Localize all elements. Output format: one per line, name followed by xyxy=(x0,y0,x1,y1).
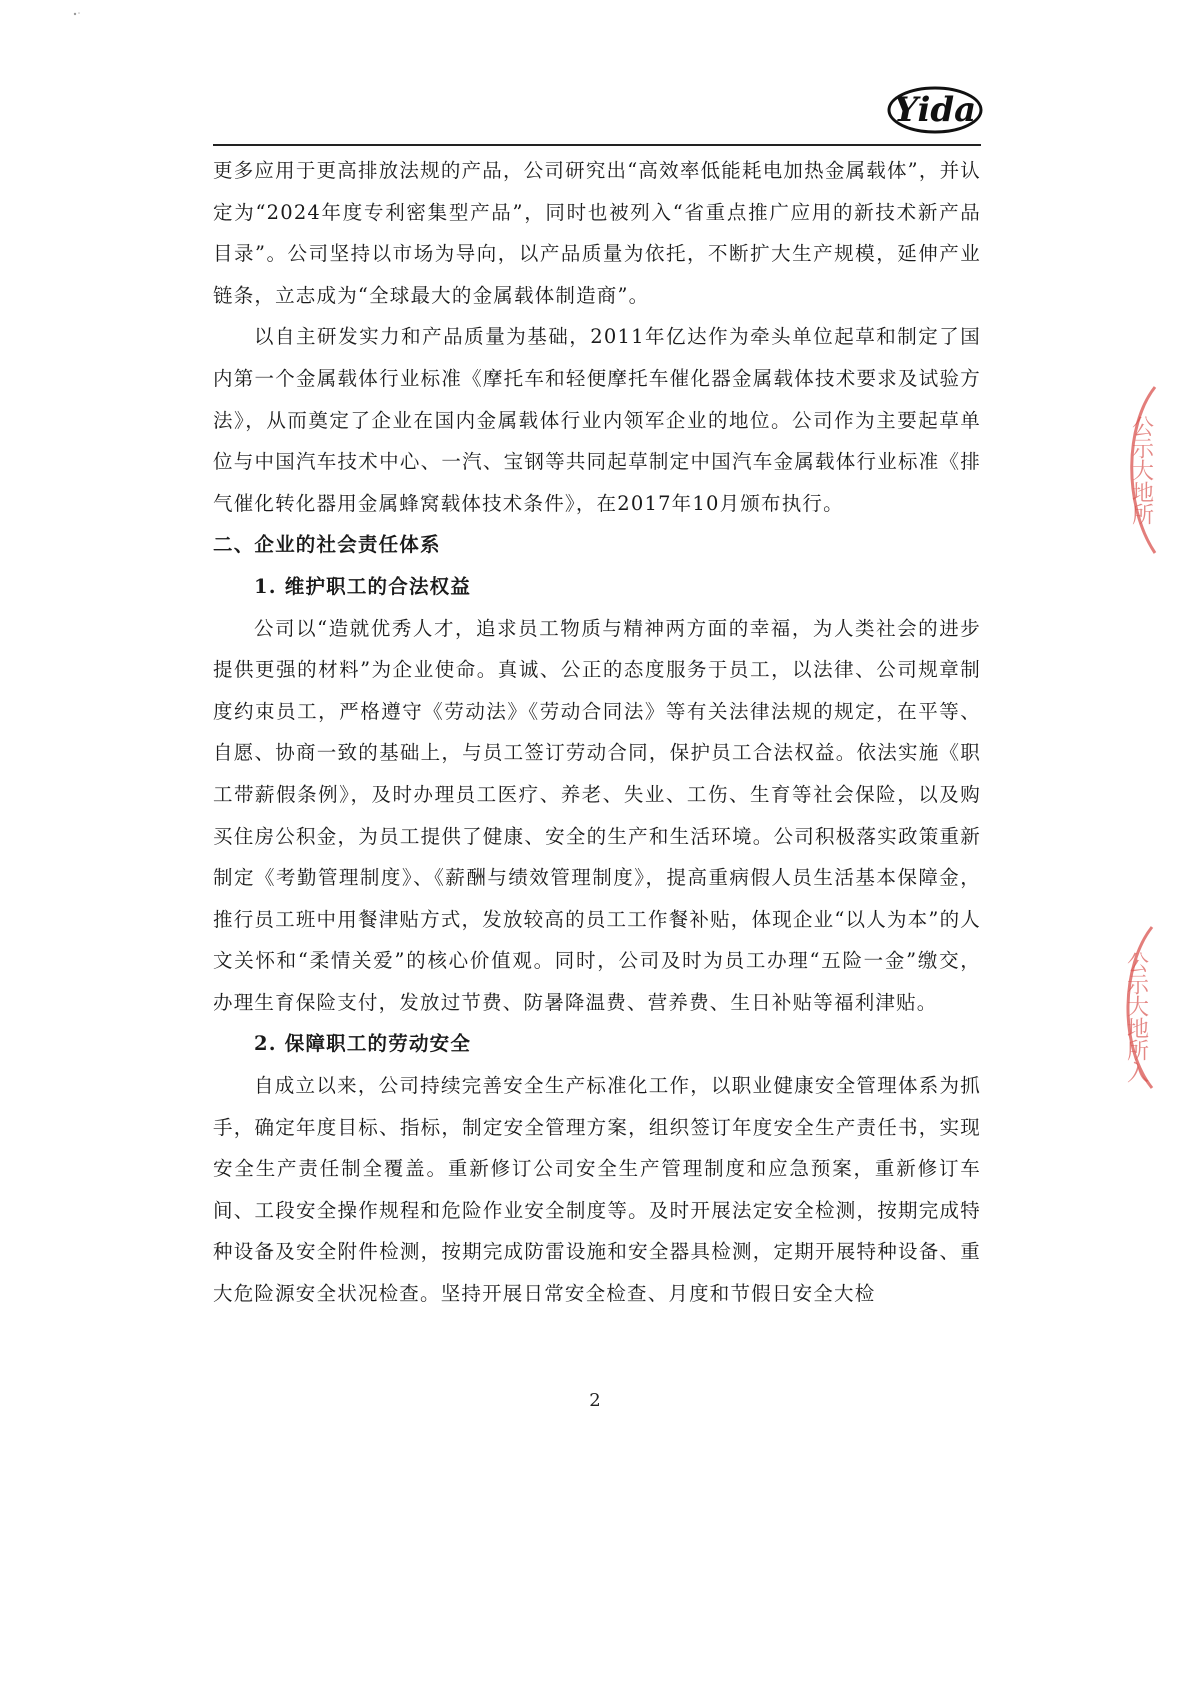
subsection-heading: 1. 维护职工的合法权益 xyxy=(254,574,472,598)
yida-logo xyxy=(885,80,985,140)
seal-stamp xyxy=(1115,385,1165,555)
page-number: 2 xyxy=(589,1390,601,1411)
scan-speck xyxy=(72,2,82,8)
subsection-heading: 2. 保障职工的劳动安全 xyxy=(254,1032,472,1056)
logo-text: Yida xyxy=(893,90,977,130)
svg-text:公示大地所入: 公示大地所入 xyxy=(1123,951,1149,1083)
svg-text:公示大地所: 公示大地所 xyxy=(1128,415,1154,525)
section-heading: 二、企业的社会责任体系 xyxy=(213,533,441,557)
paragraph: 更多应用于更高排放法规的产品，公司研究出“高效率低能耗电加热金属载体”，并认定为“2024年度专利密集型产品”，同时也被列入“省重点推广应用的新技术新产品目录”。公司坚持以市场为导向，以产品质量为依托，不断扩大生产规模，延伸产业链条，立志成为“全球最大的金属载体制造商”。 xyxy=(213,159,981,307)
document-body xyxy=(213,150,981,1315)
seal-stamp xyxy=(1108,925,1158,1090)
paragraph: 公司以“造就优秀人才，追求员工物质与精神两方面的幸福，为人类社会的进步提供更强的材料”为企业使命。真诚、公正的态度服务于员工，以法律、公司规章制度约束员工，严格遵守《劳动法》《劳动合同法》等有关法律法规的规定，在平等、自愿、协商一致的基础上，与员工签订劳动合同，保护员工合法权益。依法实施《职工带薪假条例》，及时办理员工医疗、养老、失业、工伤、生育等社会保险，以及购买住房公积金，为员工提供了健康、安全的生产和生活环境。公司积极落实政策重新制定《考勤管理制度》、《薪酬与绩效管理制度》，提高重病假人员生活基本保障金，推行员工班中用餐津贴方式，发放较高的员工工作餐补贴，体现企业“以人为本”的人文关怀和“柔情关爱”的核心价值观。同时，公司及时为员工办理“五险一金”缴交，办理生育保险支付，发放过节费、防暑降温费、营养费、生日补贴等福利津贴。 xyxy=(213,616,981,1014)
paragraph: 自成立以来，公司持续完善安全生产标准化工作，以职业健康安全管理体系为抓手，确定年度目标、指标，制定安全管理方案，组织签订年度安全生产责任书，实现安全生产责任制全覆盖。重新修订公司安全生产管理制度和应急预案，重新修订车间、工段安全操作规程和危险作业安全制度等。及时开展法定安全检测，按期完成特种设备及安全附件检测，按期完成防雷设施和安全器具检测，定期开展特种设备、重大危险源安全状况检查。坚持开展日常安全检查、月度和节假日安全大检 xyxy=(213,1074,981,1306)
header-rule xyxy=(213,144,981,146)
paragraph: 以自主研发实力和产品质量为基础，2011年亿达作为牵头单位起草和制定了国内第一个金属载体行业标准《摩托车和轻便摩托车催化器金属载体技术要求及试验方法》，从而奠定了企业在国内金属载体行业内领军企业的地位。公司作为主要起草单位与中国汽车技术中心、一汽、宝钢等共同起草制定中国汽车金属载体行业标准《排气催化转化器用金属蜂窝载体技术条件》，在2017年10月颁布执行。 xyxy=(213,325,981,515)
